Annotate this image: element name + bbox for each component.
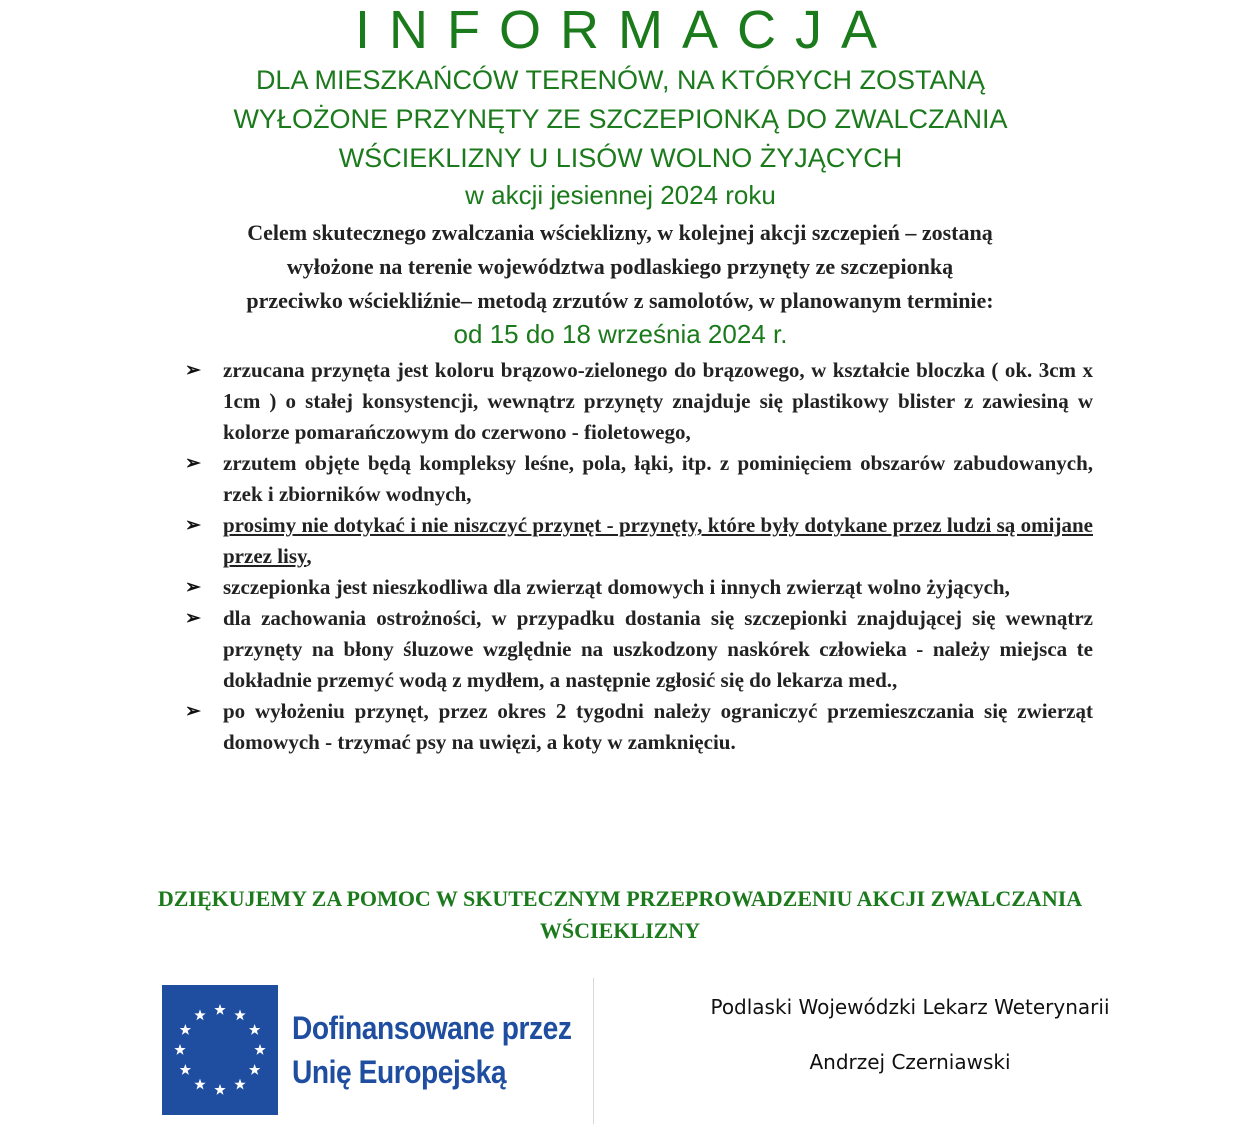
eu-star-icon [180, 1064, 191, 1075]
signatory-title: Podlaski Wojewódzki Lekarz Weterynarii [710, 995, 1110, 1019]
eu-star-icon [194, 1009, 205, 1020]
eu-star-icon [194, 1079, 205, 1090]
subtitle-line: DLA MIESZKAŃCÓW TERENÓW, NA KTÓRYCH ZOSTANĄ [255, 65, 986, 95]
list-item [185, 448, 1093, 510]
instructions-list [185, 355, 1093, 758]
subtitle-line: WYŁOŻONE PRZYNĘTY ZE SZCZEPIONKĄ DO ZWALCZANIA [233, 104, 1008, 134]
eu-funding-line: Dofinansowane przez [292, 1010, 572, 1046]
thanks-line: DZIĘKUJEMY ZA POMOC W SKUTECZNYM PRZEPROWADZENIU AKCJI ZWALCZANIA [157, 886, 1083, 911]
vertical-divider [593, 978, 594, 1124]
list-item-text: po wyłożeniu przynęt, przez okres 2 tygodni należy ograniczyć przemieszczania się zwierząt domowych - trzymać psy na uwięzi, a koty w zamknięciu. [223, 699, 1093, 754]
list-item-text: dla zachowania ostrożności, w przypadku dostania się szczepionki znajdującej się wewnątrz przynęty na błony śluzowe względnie na uszkodzony naskórek człowieka - należy miejsca te dokładnie przemyć wodą z mydłem, a następnie zgłosić się do lekarza med., [223, 606, 1093, 692]
eu-star-icon [254, 1044, 265, 1055]
thanks-line: WŚCIEKLIZNY [539, 918, 701, 943]
thanks-message [140, 883, 1100, 947]
eu-funding-logo [162, 985, 582, 1115]
arrow-bullet-icon: ➢ [185, 701, 201, 722]
eu-flag-icon [162, 985, 278, 1115]
eu-star-icon [214, 1004, 225, 1015]
intro-line: wyłożone na terenie województwa podlaskiego przynęty ze szczepionką [286, 254, 954, 279]
eu-star-icon [249, 1064, 260, 1075]
signatory-name: Andrzej Czerniawski [809, 1050, 1011, 1074]
arrow-bullet-icon: ➢ [185, 577, 201, 598]
campaign-season: w akcji jesiennej 2024 roku [465, 180, 776, 210]
intro-paragraph [120, 216, 1120, 318]
document-title: INFORMACJA [355, 0, 896, 60]
subtitle-line: WŚCIEKLIZNY U LISÓW WOLNO ŻYJĄCYCH [338, 143, 903, 173]
list-item-suffix: , [306, 544, 312, 568]
list-item [185, 355, 1093, 448]
eu-star-icon [214, 1084, 225, 1095]
eu-stars-icon [162, 985, 278, 1115]
eu-star-icon [174, 1044, 185, 1055]
list-item-text: zrzucana przynęta jest koloru brązowo-zielonego do brązowego, w kształcie bloczka ( ok. 3cm x 1cm ) o stałej konsystencji, wewnątrz przynęty znajduje się plastikowy blister z zawiesiną w kolorze pomarańczowym do czerwono - fioletowego, [223, 358, 1093, 444]
arrow-bullet-icon: ➢ [185, 453, 201, 474]
eu-star-icon [234, 1009, 245, 1020]
document-subtitle [0, 61, 1241, 178]
eu-star-icon [249, 1024, 260, 1035]
list-item-text: szczepionka jest nieszkodliwa dla zwierząt domowych i innych zwierząt wolno żyjących, [223, 575, 1010, 599]
eu-funding-text [292, 1006, 572, 1094]
list-item-text: zrzutem objęte będą kompleksy leśne, pola, łąki, itp. z pominięciem obszarów zabudowanych, rzek i zbiorników wodnych, [223, 451, 1093, 506]
eu-star-icon [234, 1079, 245, 1090]
arrow-bullet-icon: ➢ [185, 608, 201, 629]
list-item [185, 572, 1093, 603]
list-item-warning-text: prosimy nie dotykać i nie niszczyć przynęt - przynęty, które były dotykane przez ludzi są omijane przez lisy [223, 513, 1093, 568]
list-item [185, 696, 1093, 758]
intro-line: Celem skutecznego zwalczania wścieklizny, w kolejnej akcji szczepień – zostaną [247, 220, 993, 245]
list-item [185, 603, 1093, 696]
campaign-dates: od 15 do 18 września 2024 r. [453, 319, 788, 349]
eu-funding-line: Unię Europejską [292, 1054, 507, 1090]
intro-line: przeciwko wściekliźnie– metodą zrzutów z samolotów, w planowanym terminie: [246, 288, 994, 313]
signature-block [640, 992, 1180, 1077]
arrow-bullet-icon: ➢ [185, 360, 201, 381]
eu-star-icon [180, 1024, 191, 1035]
arrow-bullet-icon: ➢ [185, 515, 201, 536]
list-item [185, 510, 1093, 572]
